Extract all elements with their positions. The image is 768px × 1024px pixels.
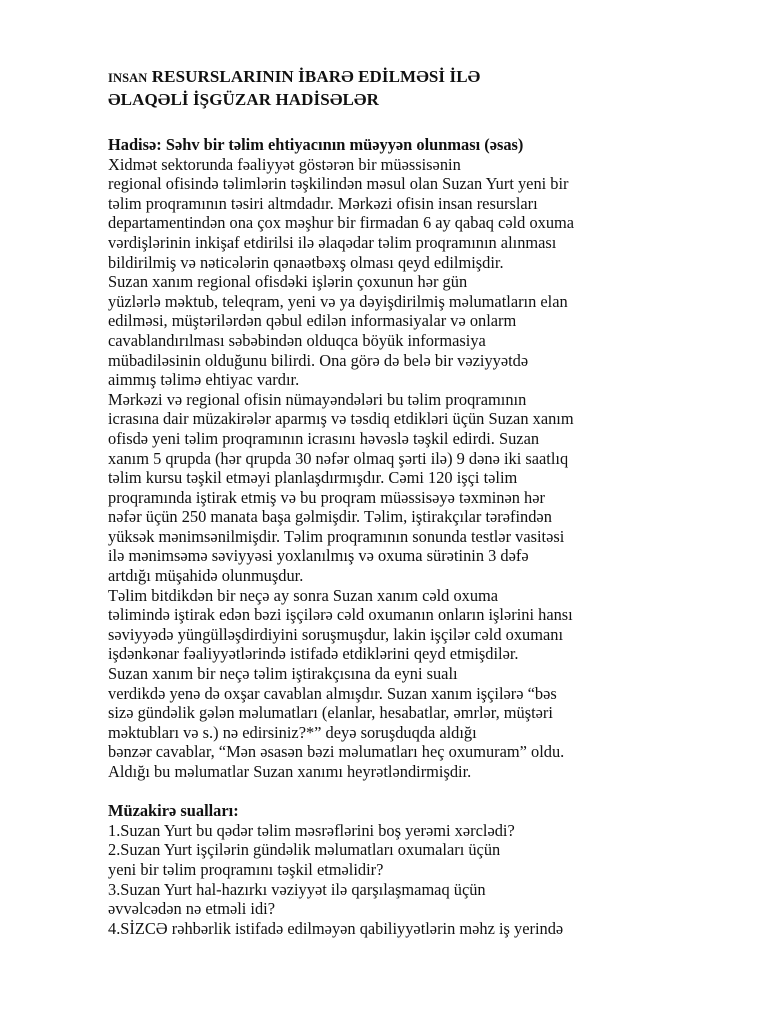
text-line: sizə gündəlik gələn məlumatları (elanlar, hesabatlar, əmrlər, müştəri	[108, 703, 553, 723]
title-prefix: INSAN	[108, 71, 148, 85]
text-line: işdənkənar fəaliyyətlərində istifadə etdiklərini qeyd etmişdilər.	[108, 644, 519, 664]
paragraph-1	[108, 155, 668, 273]
text-line: təlim kursu təşkil etməyi planlaşdırmışdır. Cəmi 120 işçi təlim	[108, 468, 518, 488]
text-line: 4.SİZCƏ rəhbərlik istifadə edilməyən qabiliyyətlərin məhz iş yerində	[108, 918, 564, 938]
text-line: təlim proqramının təsiri altmdadır. Mərkəzi ofisin insan resursları	[108, 193, 538, 213]
document-title	[108, 66, 480, 110]
paragraph-5	[108, 664, 668, 782]
text-line: bənzər cavablar, “Mən əsasən bəzi məlumatları heç oxumuram” oldu.	[108, 742, 565, 762]
text-line: Təlim bitdikdən bir neçə ay sonra Suzan xanım cəld oxuma	[108, 585, 499, 605]
section-gap	[108, 782, 668, 802]
title-line-1-rest: RESURSLARININ İBARƏ EDİLMƏSİ İLƏ	[147, 67, 481, 86]
text-line: departamentindən ona çox məşhur bir firmadan 6 ay qabaq cəld oxuma	[108, 213, 575, 233]
paragraph-2	[108, 272, 668, 390]
text-line: ofisdə yeni təlim proqramının icrasını həvəslə təşkil edirdi. Suzan	[108, 428, 540, 448]
document-body	[108, 135, 668, 938]
paragraph-4	[108, 586, 668, 664]
text-line: Xidmət sektorunda fəaliyyət göstərən bir müəssisənin	[108, 154, 461, 174]
questions-heading: Müzakirə sualları:	[108, 801, 239, 821]
text-line: yüksək mənimsənilmişdir. Təlim proqramının sonunda testlər vasitəsi	[108, 526, 565, 546]
text-line: əvvəlcədən nə etməli idi?	[108, 899, 276, 919]
text-line: təlimində iştirak edən bəzi işçilərə cəld oxumanın onların işlərini hansı	[108, 605, 573, 625]
text-line: artdığı müşahidə olunmuşdur.	[108, 566, 304, 586]
case-heading: Hadisə: Səhv bir təlim ehtiyacının müəyyən olunması (əsas)	[108, 135, 524, 154]
text-line: Suzan xanım regional ofisdəki işlərin çoxunun hər gün	[108, 272, 468, 292]
text-line: aimmış təlimə ehtiyac vardır.	[108, 370, 300, 390]
text-line: yüzlərlə məktub, teleqram, yeni və ya dəyişdirilmiş məlumatların elan	[108, 291, 568, 311]
text-line: məktubları və s.) nə edirsiniz?*” deyə soruşduqda aldığı	[108, 722, 477, 742]
title-line-2: ƏLAQƏLİ İŞGÜZAR HADİSƏLƏR	[108, 90, 379, 109]
text-line: bildirilmiş və nəticələrin qənaətbəxş olması qeyd edilmişdir.	[108, 252, 504, 272]
text-line: 1.Suzan Yurt bu qədər təlim məsrəflərini boş yerəmi xərclədi?	[108, 820, 515, 840]
text-line: nəfər üçün 250 manata başa gəlmişdir. Təlim, iştirakçılar tərəfindən	[108, 507, 552, 527]
text-line: vərdişlərinin inkişaf etdirilsi ilə əlaqədar təlim proqramının alınması	[108, 232, 557, 252]
text-line: Aldığı bu məlumatlar Suzan xanımı heyrətləndirmişdir.	[108, 762, 472, 781]
text-line: Mərkəzi və regional ofisin nümayəndələri bu təlim proqramının	[108, 389, 527, 409]
text-line: regional ofisində təlimlərin təşkilindən məsul olan Suzan Yurt yeni bir	[108, 174, 569, 194]
text-line: proqramında iştirak etmiş və bu proqram müəssisəyə təxminən hər	[108, 487, 545, 507]
text-line: edilməsi, müştərilərdən qəbul edilən informasiyalar və onlarm	[108, 311, 517, 331]
text-line: 3.Suzan Yurt hal-hazırkı vəziyyət ilə qarşılaşmamaq üçün	[108, 879, 486, 899]
text-line: 2.Suzan Yurt işçilərin gündəlik məlumatları oxumaları üçün	[108, 840, 501, 860]
text-line: ilə mənimsəmə səviyyəsi yoxlanılmış və oxuma sürətinin 3 dəfə	[108, 546, 529, 566]
text-line: cavablandırılması səbəbindən olduqca böyük informasiya	[108, 330, 486, 350]
text-line: verdikdə yenə də oxşar cavablan almışdır. Suzan xanım işçilərə “bəs	[108, 683, 557, 703]
text-line: icrasına dair müzakirələr aparmış və təsdiq etdikləri üçün Suzan xanım	[108, 409, 574, 429]
text-line: Suzan xanım bir neçə təlim iştirakçısına da eyni sualı	[108, 664, 458, 684]
title-line-1	[108, 66, 480, 89]
text-line: yeni bir təlim proqramını təşkil etməlidir?	[108, 859, 384, 879]
questions-list	[108, 821, 668, 939]
text-line: xanım 5 qrupda (hər qrupda 30 nəfər olmaq şərti ilə) 9 dənə iki saatlıq	[108, 448, 569, 468]
paragraph-3	[108, 390, 668, 586]
text-line: səviyyədə yüngülləşdirdiyini soruşmuşdur, lakin işçilər cəld oxumanı	[108, 624, 564, 644]
text-line: mübadiləsinin olduğunu bilirdi. Ona görə də belə bir vəziyyətdə	[108, 350, 529, 370]
